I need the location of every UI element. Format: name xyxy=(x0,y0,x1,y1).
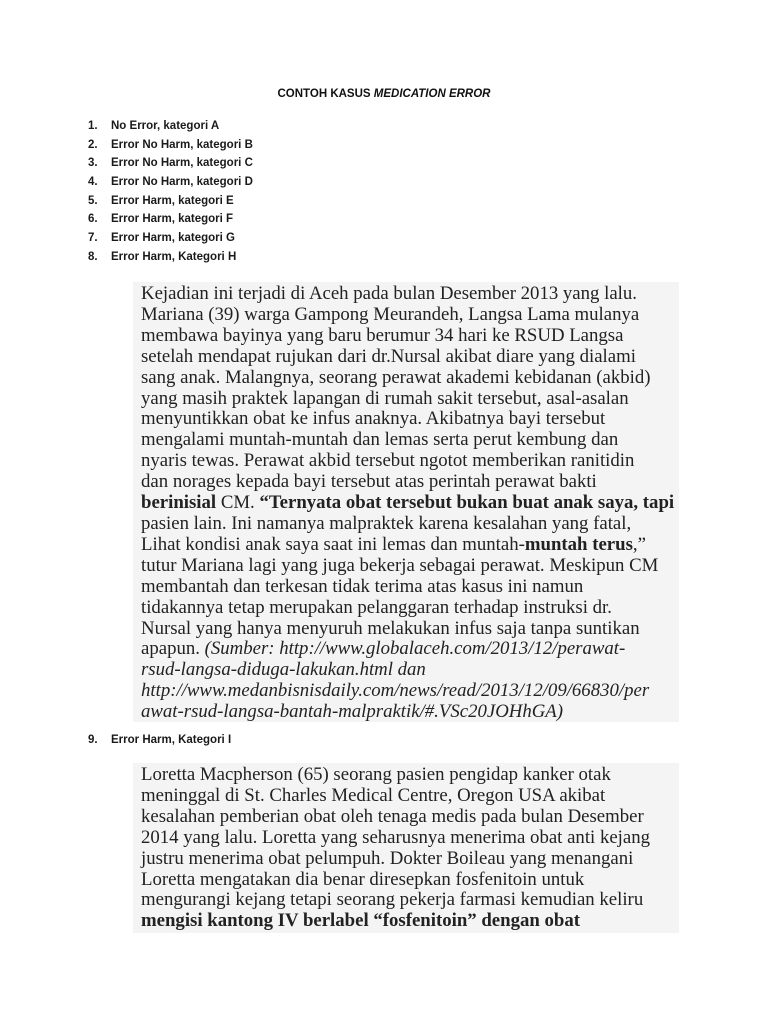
list-number: 5. xyxy=(88,194,98,207)
paragraph-line: tutur Mariana lagi yang juga bekerja sebagai perawat. Meskipun CM xyxy=(141,554,659,576)
list-number: 3. xyxy=(88,157,98,170)
paragraph-line: mengisi kantong IV berlabel “fosfenitoin” dengan obat xyxy=(141,910,580,932)
plain-text: apapun. xyxy=(141,638,205,660)
paragraph-line: 2014 yang lalu. Loretta yang seharusnya menerima obat anti kejang xyxy=(141,826,651,848)
paragraph-line: menyuntikkan obat ke infus anaknya. Akibatnya bayi tersebut xyxy=(141,408,606,430)
list-number: 2. xyxy=(88,138,98,151)
source-citation: rsud-langsa-diduga-lakukan.html dan xyxy=(141,659,426,681)
paragraph-line: yang masih praktek lapangan di rumah sakit tersebut, asal-asalan xyxy=(141,387,629,409)
source-citation: (Sumber: http://www.globalaceh.com/2013/12/perawat- xyxy=(204,638,626,660)
document-title xyxy=(0,88,768,100)
list-item xyxy=(88,210,253,229)
paragraph-line: setelah mendapat rujukan dari dr.Nursal akibat diare yang dialami xyxy=(141,345,636,367)
list-label: Error Harm, kategori F xyxy=(111,213,234,226)
paragraph-line: kesalahan pemberian obat oleh tenaga medis pada bulan Desember xyxy=(141,805,644,827)
list-item xyxy=(88,136,253,155)
title-prefix: CONTOH KASUS xyxy=(277,88,374,100)
title-italic: MEDICATION ERROR xyxy=(373,88,491,100)
list-label: Error Harm, kategori E xyxy=(111,194,234,207)
source-citation: awat-rsud-langsa-bantah-malpraktik/#.VSc20JOHhGA) xyxy=(141,701,564,723)
case-1-text-block xyxy=(133,282,679,722)
paragraph-line: membawa bayinya yang baru berumur 34 hari ke RSUD Langsa xyxy=(141,324,624,346)
paragraph-line: tidakannya tetap merupakan pelanggaran terhadap instruksi dr. xyxy=(141,596,612,618)
source-citation: http://www.medanbisnisdaily.com/news/read/2013/12/09/66830/per xyxy=(141,680,650,702)
paragraph-line: dan norages kepada bayi tersebut atas perintah perawat bakti xyxy=(141,471,597,493)
paragraph-line: Kejadian ini terjadi di Aceh pada bulan Desember 2013 yang lalu. xyxy=(141,283,637,304)
list-item xyxy=(88,192,253,211)
list-label: Error Harm, kategori G xyxy=(111,232,235,245)
list-item xyxy=(88,173,253,192)
paragraph-line: Loretta Macpherson (65) seorang pasien pengidap kanker otak xyxy=(141,764,611,785)
paragraph-line: membantah dan terkesan tidak terima atas kasus ini namun xyxy=(141,575,584,597)
plain-text: ,” xyxy=(632,533,646,555)
list-label: Error No Harm, kategori C xyxy=(111,157,253,170)
category-list xyxy=(88,117,253,267)
list-number: 7. xyxy=(88,232,98,245)
list-label: Error Harm, Kategori I xyxy=(111,734,232,746)
list-number: 8. xyxy=(88,250,98,263)
list-label: Error No Harm, kategori D xyxy=(111,176,253,189)
bold-text: berinisial xyxy=(141,492,217,514)
list-label: Error Harm, Kategori H xyxy=(111,250,237,263)
plain-text: Lihat kondisi anak saya saat ini lemas dan muntah- xyxy=(141,533,525,555)
paragraph-line: mengurangi kejang tetapi seorang pekerja farmasi kemudian keliru xyxy=(141,889,644,911)
list-item xyxy=(88,734,231,746)
paragraph-line: meninggal di St. Charles Medical Centre, Oregon USA akibat xyxy=(141,784,606,806)
paragraph-line: mengalami muntah-muntah dan lemas serta perut kembung dan xyxy=(141,429,619,451)
list-item xyxy=(88,248,253,267)
list-number: 1. xyxy=(88,120,98,132)
paragraph-line xyxy=(141,535,679,556)
bold-quote: “Ternyata obat tersebut bukan buat anak saya, tapi xyxy=(259,492,675,514)
paragraph-line xyxy=(141,493,679,514)
list-item xyxy=(88,117,253,136)
list-number: 6. xyxy=(88,213,98,226)
paragraph-line: nyaris tewas. Perawat akbid tersebut ngotot memberikan ranitidin xyxy=(141,450,635,472)
bold-text: muntah terus xyxy=(524,533,633,555)
paragraph-line: sang anak. Malangnya, seorang perawat akademi kebidanan (akbid) xyxy=(141,366,651,388)
paragraph-line: Loretta mengatakan dia benar diresepkan fosfenitoin untuk xyxy=(141,868,585,890)
list-item xyxy=(88,229,253,248)
list-item xyxy=(88,154,253,173)
paragraph-line: Mariana (39) warga Gampong Meurandeh, Langsa Lama mulanya xyxy=(141,303,640,325)
paragraph-line: pasien lain. Ini namanya malpraktek karena kesalahan yang fatal, xyxy=(141,512,632,534)
case-2-text-block xyxy=(133,763,679,933)
list-label: Error No Harm, kategori B xyxy=(111,138,253,151)
list-label: No Error, kategori A xyxy=(111,120,220,132)
list-number: 9. xyxy=(88,734,98,746)
plain-text: CM. xyxy=(216,492,260,514)
paragraph-line xyxy=(141,639,679,660)
paragraph-line: Nursal yang hanya menyuruh melakukan infus saja tanpa suntikan xyxy=(141,617,640,639)
paragraph-line: justru menerima obat pelumpuh. Dokter Boileau yang menangani xyxy=(141,847,634,869)
list-number: 4. xyxy=(88,176,98,189)
